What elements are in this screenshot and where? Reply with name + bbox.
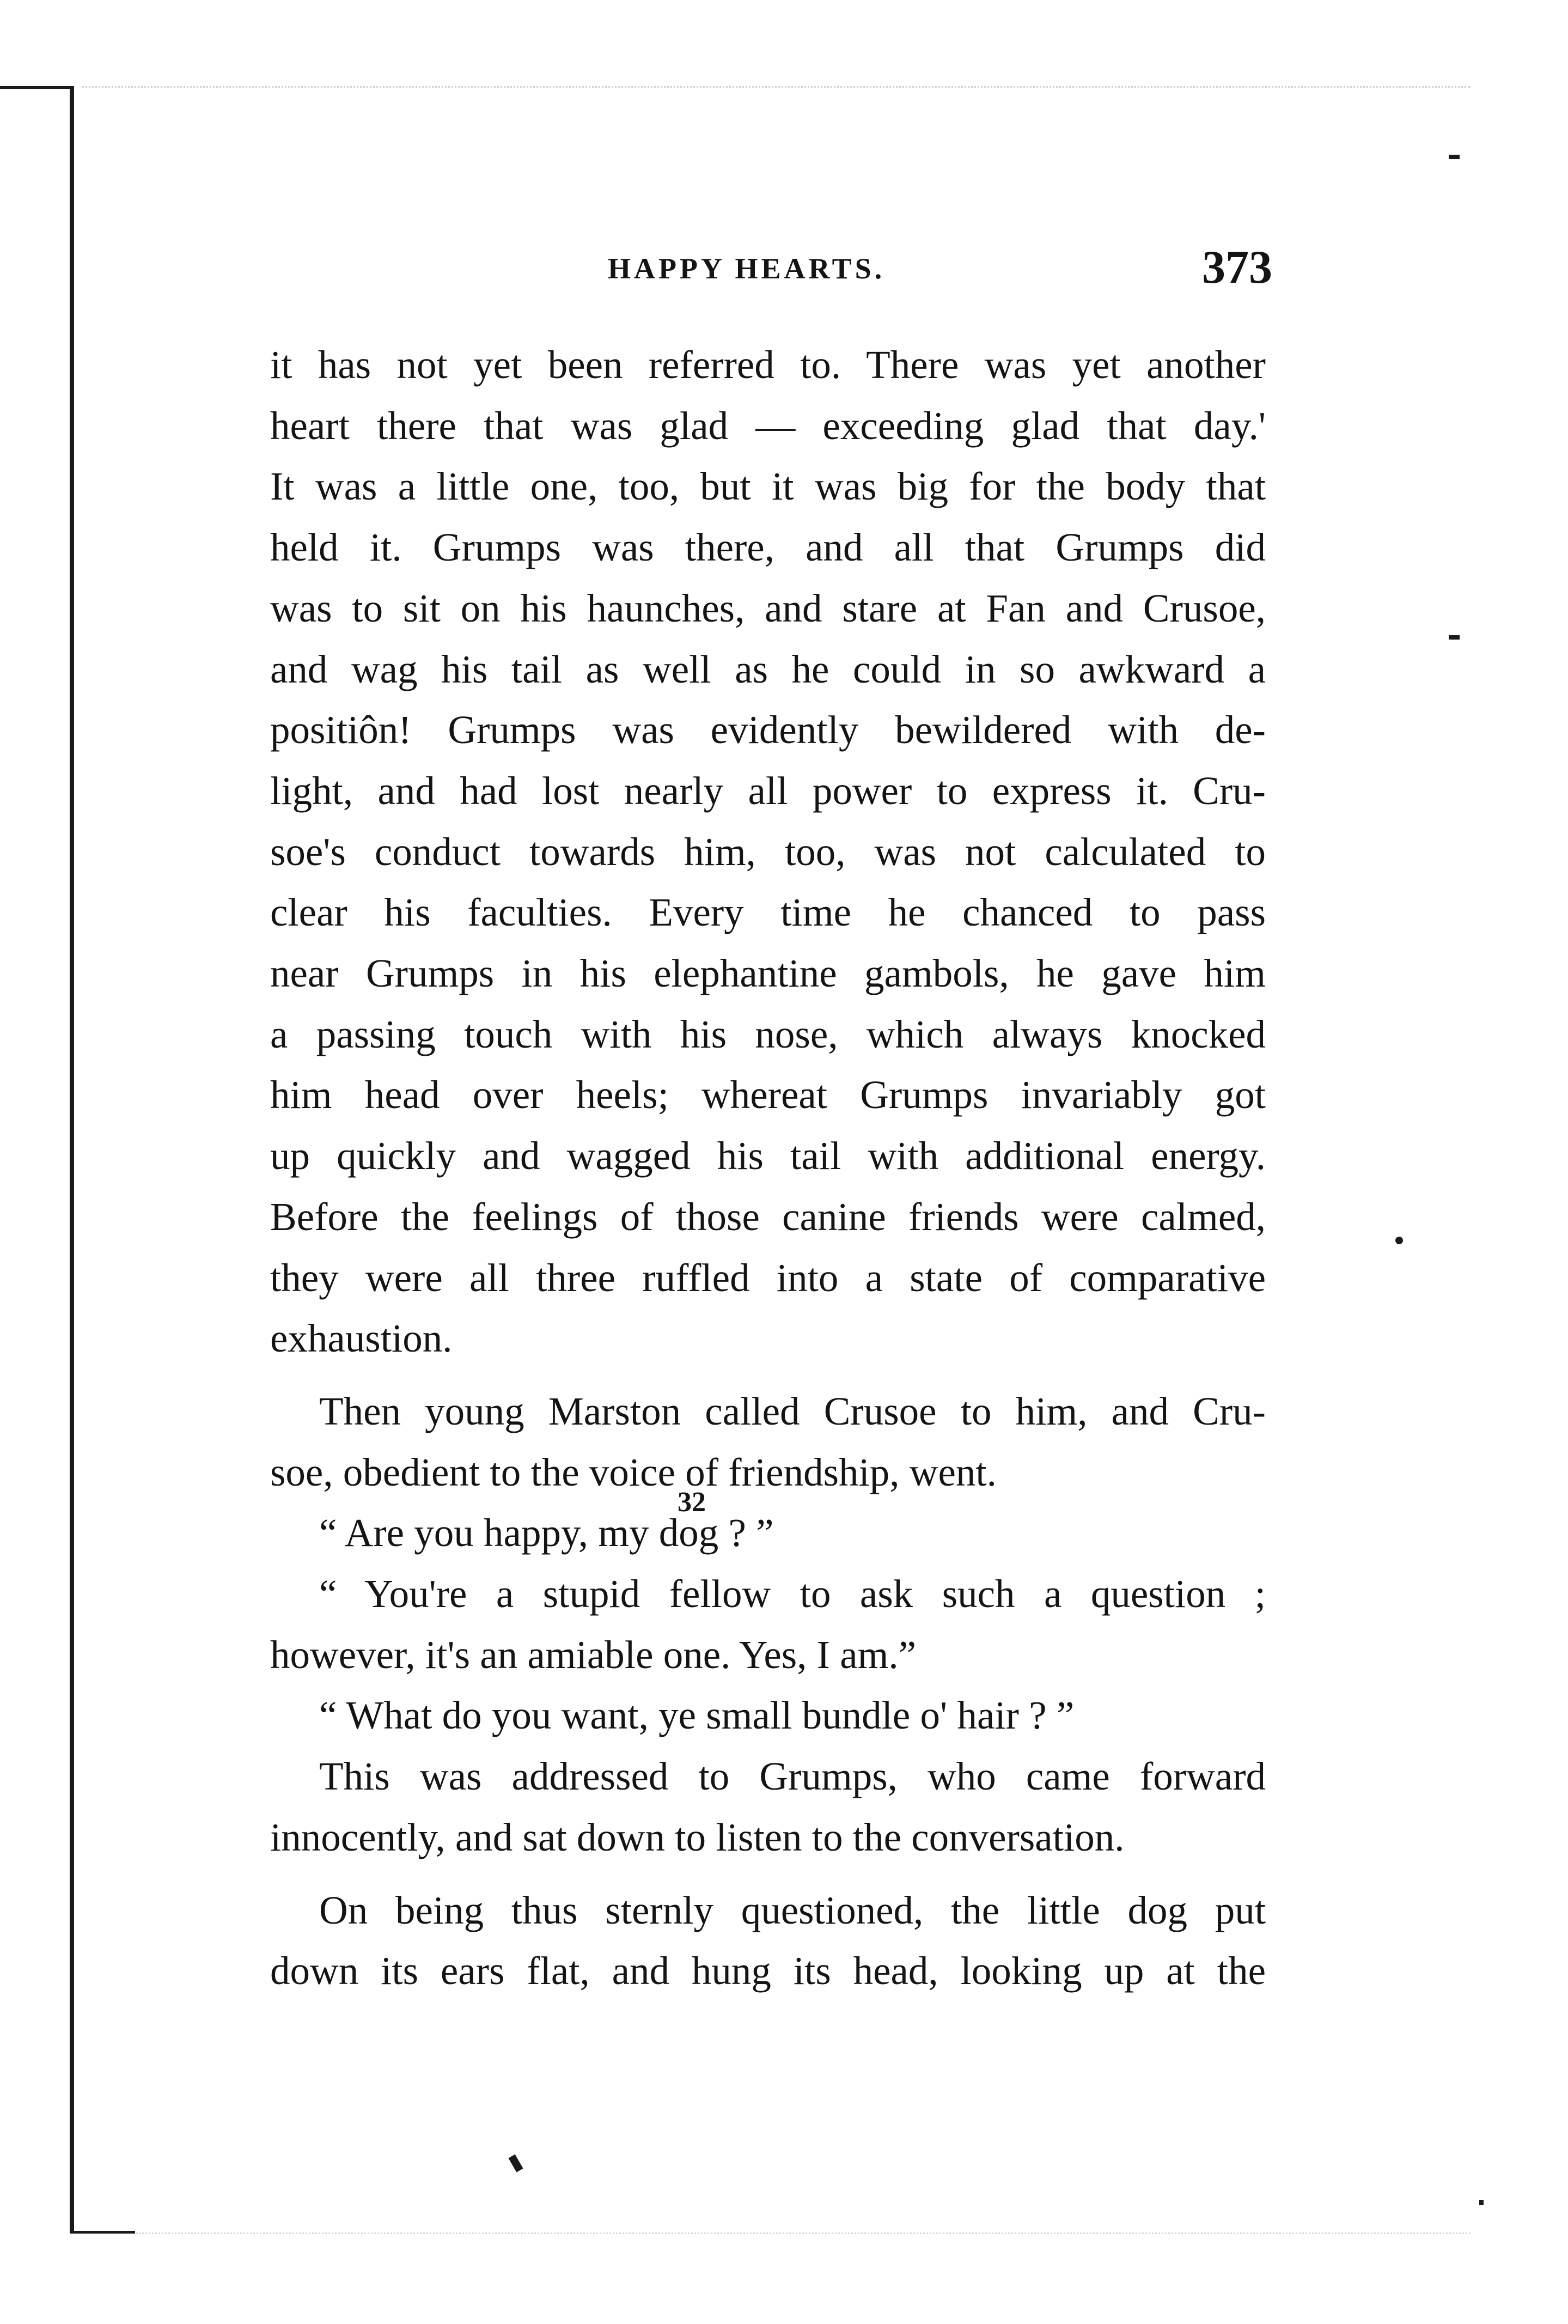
text-line: it has not yet been referred to. There was yet another [270,343,1266,387]
text-line: innocently, and sat down to listen to the conversation. [270,1815,1125,1859]
binding-edge-top [0,86,74,89]
text-line: This was addressed to Grumps, who came forward [319,1754,1266,1799]
page-header [608,240,1272,305]
text-line: light, and had lost nearly all power to express it. Cru- [270,768,1266,813]
text-line: heart there that was glad — exceeding glad that day.' [270,403,1266,448]
text-line: up quickly and wagged his tail with additional energy. [270,1134,1266,1178]
page-edge-bottom [136,2232,1471,2234]
ink-speck [1449,155,1460,159]
page-number: 373 [1202,241,1272,293]
binding-edge [70,87,74,2234]
text-line: down its ears flat, and hung its head, looking up at the [270,1949,1266,1993]
text-line: soe, obedient to the voice of friendship, went. [270,1450,997,1494]
text-line: “ What do you want, ye small bundle o' hair ? ” [319,1693,1075,1738]
text-line: On being thus sternly questioned, the little dog put [319,1888,1266,1932]
ink-speck [1479,2200,1484,2205]
text-line: positiôn! Grumps was evidently bewildered with de- [270,708,1266,752]
running-title: HAPPY HEARTS. [608,252,886,285]
text-line: “ You're a stupid fellow to ask such a question ; [319,1572,1266,1616]
ink-speck [1449,635,1460,640]
body-text [270,334,1266,2001]
text-line: and wag his tail as well as he could in so awkward a [270,647,1266,691]
text-line: “ Are you happy, my dog ? ” [319,1511,774,1555]
text-line: was to sit on his haunches, and stare at Fan and Crusoe, [270,586,1266,630]
text-line: It was a little one, too, but it was big for the body that [270,464,1266,509]
text-line: held it. Grumps was there, and all that Grumps did [270,525,1266,570]
ink-speck [1395,1237,1403,1244]
page-edge-top [82,86,1471,88]
text-line: him head over heels; whereat Grumps invariably got [270,1073,1266,1117]
text-line: clear his faculties. Every time he chanced to pass [270,890,1266,935]
text-line: Then young Marston called Crusoe to him, and Cru- [319,1389,1266,1433]
text-line: exhaustion. [270,1316,453,1361]
text-line: however, it's an amiable one. Yes, I am.” [270,1632,917,1677]
text-line: near Grumps in his elephantine gambols, he gave him [270,951,1266,996]
ink-speck [508,2155,523,2173]
binding-edge-bottom [70,2231,135,2234]
text-line: they were all three ruffled into a state of comparative [270,1255,1266,1300]
signature-mark: 32 [678,1487,706,1518]
text-line: soe's conduct towards him, too, was not calculated to [270,829,1266,874]
text-line: Before the feelings of those canine friends were calmed, [270,1194,1266,1239]
text-line: a passing touch with his nose, which always knocked [270,1012,1266,1056]
